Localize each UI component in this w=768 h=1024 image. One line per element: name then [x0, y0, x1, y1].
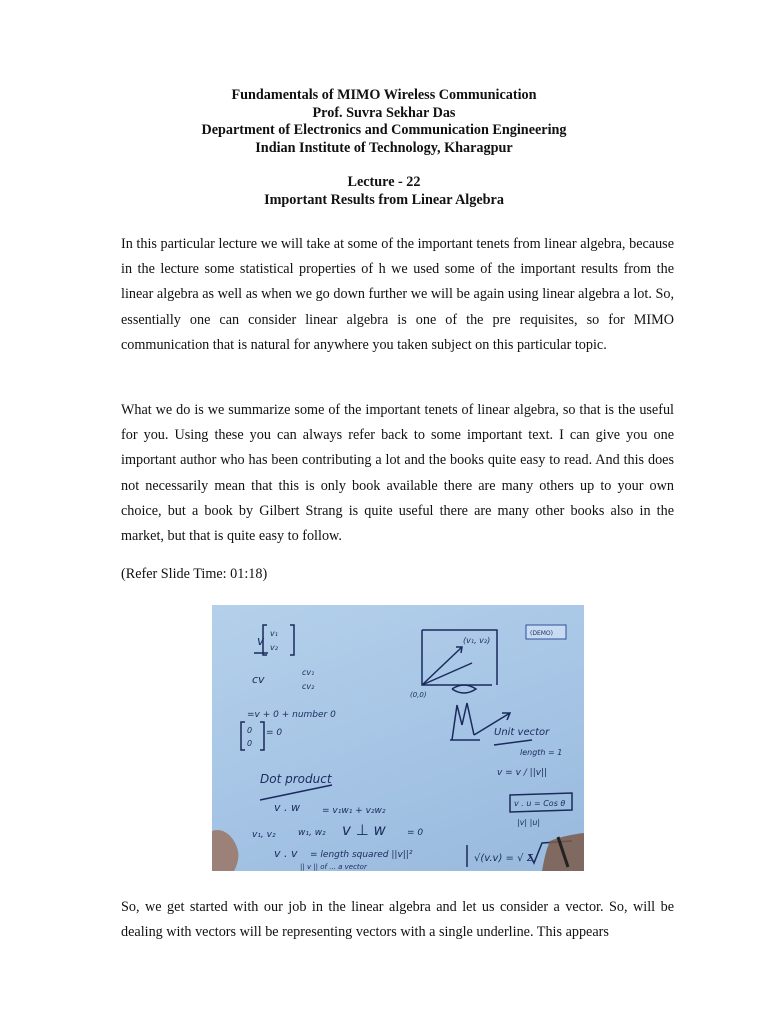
note-cos-equation: v . u = Cos θ	[514, 799, 566, 808]
note-component-2: v₂	[270, 643, 278, 652]
note-sqrt-equation: √(v.v) = √ Σ	[474, 853, 533, 864]
note-zero-component-2: 0	[247, 739, 253, 748]
unit-vector-underline	[494, 740, 532, 745]
note-perp: v ⊥ w	[342, 821, 386, 839]
note-v-components: v₁, v₂	[252, 830, 276, 840]
vector-arrow-1	[422, 647, 462, 685]
note-vector-label: v	[257, 634, 265, 648]
lecture-number: Lecture - 22	[347, 174, 421, 191]
note-dot-product-title: Dot product	[260, 772, 332, 786]
note-length-lhs: v . v	[274, 847, 298, 860]
note-cos-denominator: |v| |u|	[517, 818, 541, 827]
note-perp-zero: = 0	[407, 828, 424, 838]
note-zero-vector: = 0	[266, 728, 283, 738]
course-title: Fundamentals of MIMO Wireless Communication	[231, 87, 537, 103]
paragraph-vectors: So, we get started with our job in the linear algebra and let us consider a vector. So, will be dealing with vectors will be representing vectors with a single underline. This appears	[121, 899, 674, 941]
vector-arrow-2	[422, 663, 472, 685]
note-origin-label: (0,0)	[410, 691, 427, 699]
dot-product-underline	[260, 785, 332, 800]
note-length-sub: || v || of ... a vector	[300, 863, 367, 871]
whiteboard-drawing	[212, 605, 584, 871]
note-corner-label: (DEMO)	[530, 630, 553, 637]
note-length-rhs: = length squared ||v||²	[310, 850, 413, 860]
header-gap	[0, 157, 768, 174]
lecture-slide-image	[212, 605, 584, 871]
bracket-zero	[241, 722, 264, 750]
professor-name: Prof. Suvra Sekhar Das	[312, 104, 456, 121]
note-scaled-component-2: cv₂	[302, 682, 315, 691]
ellipse-note	[452, 685, 476, 693]
lecture-title: Important Results from Linear Algebra	[264, 191, 504, 208]
note-length-one: length = 1	[520, 748, 563, 757]
paragraph-intro: In this particular lecture we will take at some of the important tenets from linear algebra, because in the lecture some statistical properties of h we used some of the important results from the linear algebra as well as when we go down further we will be again using linear algebra a lot. So, essentially one can consider linear algebra is one of the pre requisites, so for MIMO communication that is natural for anywhere you taken subject on this particular topic.	[121, 236, 674, 353]
note-scaled-label: cv	[252, 673, 265, 686]
left-hand-shape	[212, 830, 238, 871]
document-header	[0, 87, 768, 210]
note-w-components: w₁, w₂	[298, 828, 326, 838]
department-name: Department of Electronics and Communication Engineering	[201, 122, 567, 139]
paragraph-summary: What we do is we summarize some of the important tenets of linear algebra, so that is the useful for you. Using these you can always refer back to some important text. I can give you one important author who has been contributing a lot and the books quite easy to read. And this does not necessarily mean that this is only book available there are many others up to your own choice, but a book by Gilbert Strang is quite useful there are many other books also in the market, but that is quite easy to follow.	[121, 402, 674, 545]
bracket-v	[263, 625, 294, 655]
note-unit-equation: v = v / ||v||	[497, 768, 548, 778]
institute-name: Indian Institute of Technology, Kharagpur	[255, 139, 513, 156]
note-dot-lhs: v . w	[274, 801, 300, 814]
note-scaled-component-1: cv₁	[302, 668, 315, 677]
note-zero-component-1: 0	[247, 726, 253, 735]
refer-slide-time: (Refer Slide Time: 01:18)	[121, 566, 268, 582]
note-dot-rhs: = v₁w₁ + v₂w₂	[322, 806, 386, 816]
note-unit-vector-title: Unit vector	[494, 727, 550, 738]
note-component-1: v₁	[270, 629, 278, 638]
note-zero-equation: =v + 0 + number 0	[247, 710, 336, 720]
note-point-label: (v₁, v₂)	[463, 636, 491, 645]
